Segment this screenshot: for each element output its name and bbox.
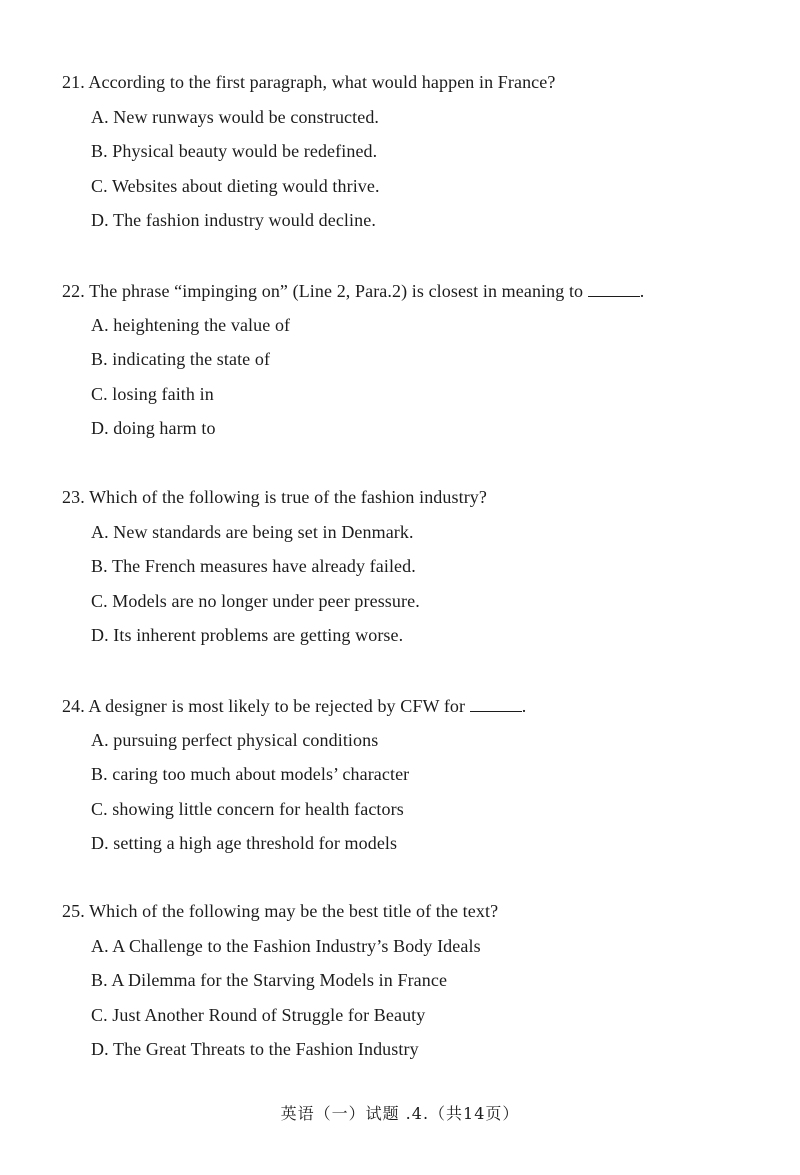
answer-blank [588, 278, 640, 297]
option-b: B. caring too much about models’ character [91, 764, 410, 784]
option-c: C. Just Another Round of Struggle for Beauty [91, 1004, 426, 1025]
option-d: D. The fashion industry would decline. [91, 210, 376, 230]
option-c: C. Models are no longer under peer pressure. [91, 590, 420, 611]
stem-end: . [521, 696, 527, 716]
question-21 [62, 70, 762, 232]
option-c: C. losing faith in [91, 383, 214, 404]
option-b: B. A Dilemma for the Starving Models in France [91, 970, 448, 990]
question-24 [62, 693, 762, 855]
option-a: A. New runways would be constructed. [91, 106, 380, 127]
stem-text: 22. The phrase “impinging on” (Line 2, Para.2) is closest in meaning to [62, 281, 588, 301]
question-22 [62, 278, 762, 440]
option-a: A. heightening the value of [91, 314, 291, 335]
question-stem: 23. Which of the following is true of the fashion industry? [62, 487, 487, 507]
option-b: B. The French measures have already failed. [91, 556, 416, 576]
question-stem: 21. According to the first paragraph, what would happen in France? [62, 72, 556, 92]
option-a: A. pursuing perfect physical conditions [91, 729, 379, 750]
stem-end: . [639, 281, 645, 301]
question-stem [62, 278, 762, 302]
stem-text: 24. A designer is most likely to be rejected by CFW for [62, 696, 470, 716]
option-d: D. Its inherent problems are getting worse. [91, 625, 404, 645]
option-c: C. Websites about dieting would thrive. [91, 175, 380, 196]
answer-blank [470, 693, 522, 712]
page-footer: 英语（一）试题 .4.（共14页） [280, 1104, 520, 1123]
option-b: B. Physical beauty would be redefined. [91, 141, 378, 161]
question-23 [62, 485, 762, 647]
option-c: C. showing little concern for health factors [91, 798, 404, 819]
question-stem: 25. Which of the following may be the best title of the text? [62, 901, 499, 921]
option-d: D. setting a high age threshold for models [91, 833, 398, 853]
option-a: A. A Challenge to the Fashion Industry’s Body Ideals [91, 935, 481, 956]
option-d: D. The Great Threats to the Fashion Industry [91, 1039, 419, 1059]
question-stem [62, 693, 762, 717]
option-d: D. doing harm to [91, 418, 216, 438]
option-b: B. indicating the state of [91, 349, 271, 369]
question-25 [62, 899, 762, 1061]
option-a: A. New standards are being set in Denmark. [91, 521, 414, 542]
